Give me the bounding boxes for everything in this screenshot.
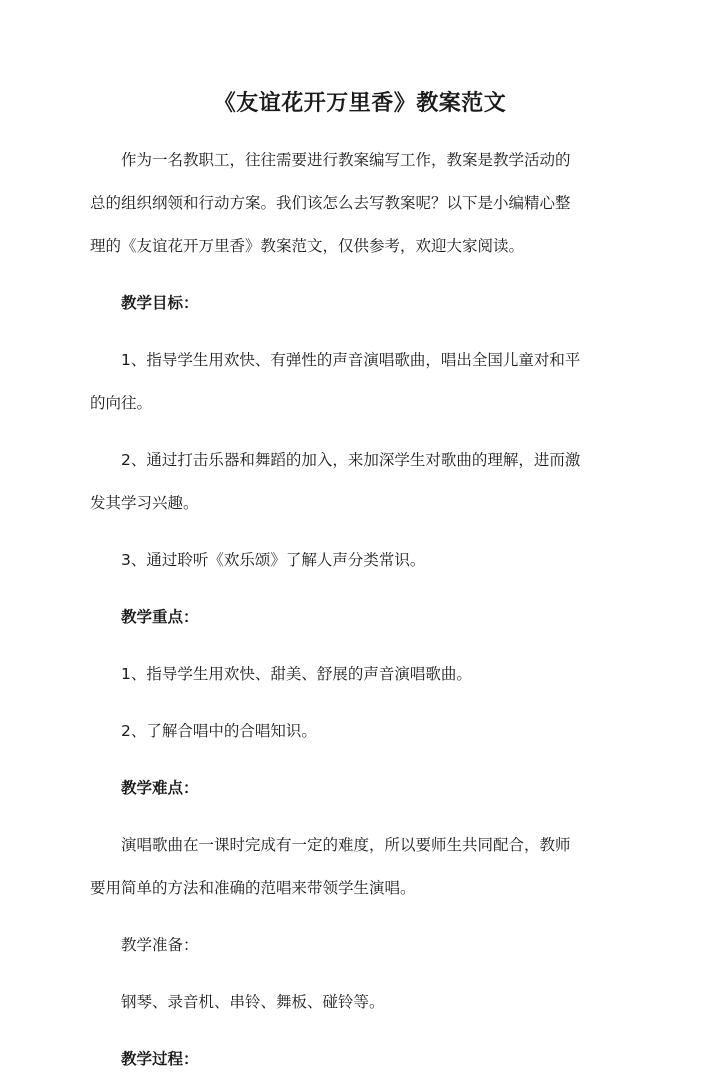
goals-heading: 教学目标： xyxy=(121,294,199,312)
prep-heading: 教学准备： xyxy=(121,936,199,954)
goal-1 xyxy=(90,339,630,425)
difficulty-line-2: 要用简单的方法和准确的范唱来带领学生演唱。 xyxy=(90,879,416,897)
key-point-1: 1、指导学生用欢快、甜美、舒展的声音演唱歌曲。 xyxy=(121,665,472,683)
difficulty-line-1: 演唱歌曲在一课时完成有一定的难度，所以要师生共同配合，教师 xyxy=(121,836,571,854)
key-heading: 教学重点： xyxy=(121,608,199,626)
goal-2-line-1: 2、通过打击乐器和舞蹈的加入，来加深学生对歌曲的理解，进而激 xyxy=(121,451,581,469)
difficulty-heading: 教学难点： xyxy=(121,779,199,797)
goal-3-line-1: 3、通过聆听《欢乐颂》了解人声分类常识。 xyxy=(121,551,426,569)
goal-3 xyxy=(90,539,630,582)
intro-line-2: 总的组织纲领和行动方案。我们该怎么去写教案呢？以下是小编精心整 xyxy=(90,194,571,212)
goal-2 xyxy=(90,439,630,525)
goal-1-line-1: 1、指导学生用欢快、有弹性的声音演唱歌曲，唱出全国儿童对和平 xyxy=(121,351,581,369)
difficulty-paragraph xyxy=(90,824,630,910)
intro-line-3: 理的《友谊花开万里香》教案范文，仅供参考，欢迎大家阅读。 xyxy=(90,237,525,255)
intro-paragraph xyxy=(90,139,630,268)
document-title: 《友谊花开万里香》教案范文 xyxy=(213,91,507,116)
key-point-2: 2、了解合唱中的合唱知识。 xyxy=(121,722,317,740)
prep-text: 钢琴、录音机、串铃、舞板、碰铃等。 xyxy=(121,993,385,1011)
goal-1-line-2: 的向往。 xyxy=(90,394,153,412)
process-heading: 教学过程： xyxy=(121,1050,199,1068)
goal-2-line-2: 发其学习兴趣。 xyxy=(90,494,199,512)
intro-line-1: 作为一名教职工，往往需要进行教案编写工作，教案是教学活动的 xyxy=(121,151,571,169)
